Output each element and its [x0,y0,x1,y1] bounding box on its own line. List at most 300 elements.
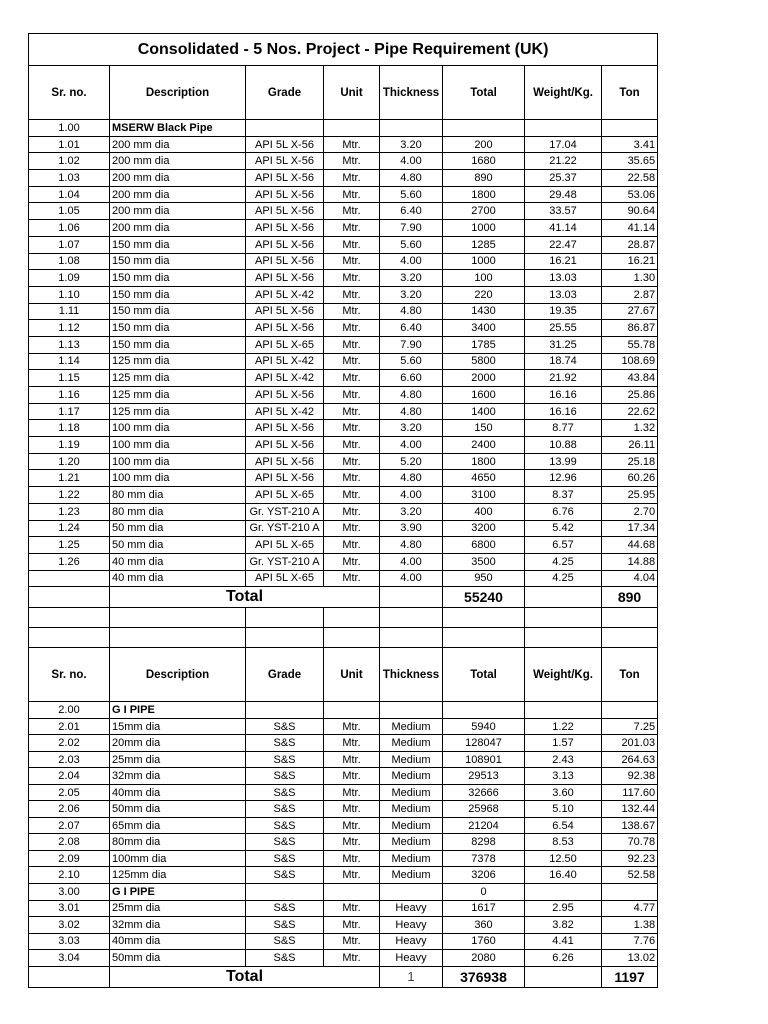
total-label: Total [110,587,380,608]
table-cell: 1.14 [29,353,110,370]
empty-cell [602,883,658,900]
table-row [29,751,658,768]
table-cell: 1000 [443,220,525,237]
table-row [29,203,658,220]
table-cell: 2.01 [29,718,110,735]
table-cell: Mtr. [324,933,380,950]
table-cell: 6.57 [525,537,602,554]
table-cell: 125 mm dia [110,403,246,420]
table-cell: 100 mm dia [110,437,246,454]
table-cell: 3400 [443,320,525,337]
table-cell: Mtr. [324,270,380,287]
table-cell: 200 mm dia [110,220,246,237]
table-cell: 3100 [443,487,525,504]
table-cell: Mtr. [324,370,380,387]
table-cell: 100 mm dia [110,453,246,470]
empty-cell [525,587,602,608]
table-cell: 950 [443,570,525,587]
table-cell: 8298 [443,834,525,851]
table-cell: 16.40 [525,867,602,884]
empty-cell [525,628,602,648]
table-row [29,553,658,570]
table-cell: 200 [443,136,525,153]
table-cell: 200 mm dia [110,170,246,187]
table-cell [29,570,110,587]
table-cell: 132.44 [602,801,658,818]
table-cell: 5.60 [380,186,443,203]
table-cell: API 5L X-65 [246,570,324,587]
table-cell: API 5L X-42 [246,403,324,420]
table-cell: 1680 [443,153,525,170]
table-cell: 1.15 [29,370,110,387]
table-row [29,336,658,353]
column-header: Sr. no. [29,648,110,702]
section-header-row [29,120,658,137]
table-cell: 25mm dia [110,900,246,917]
table-cell: 6.60 [380,370,443,387]
table-cell: 125 mm dia [110,370,246,387]
table-cell: 3.03 [29,933,110,950]
empty-cell [324,628,380,648]
table-row [29,387,658,404]
empty-cell [29,608,110,628]
table-cell: Mtr. [324,718,380,735]
empty-cell [602,120,658,137]
table-cell: Mtr. [324,286,380,303]
table-cell: 4.00 [380,553,443,570]
table-cell: 2.04 [29,768,110,785]
table-cell: 1.11 [29,303,110,320]
table-cell: 3500 [443,553,525,570]
table-cell: 1800 [443,453,525,470]
table-row [29,867,658,884]
table-cell: 2080 [443,950,525,967]
table-row [29,520,658,537]
table-cell: 200 mm dia [110,203,246,220]
table-cell: S&S [246,768,324,785]
empty-cell [324,608,380,628]
table-row [29,768,658,785]
table-cell: 31.25 [525,336,602,353]
table-cell: 3.02 [29,917,110,934]
table-cell: Mtr. [324,220,380,237]
table-cell: 3200 [443,520,525,537]
table-cell: 5940 [443,718,525,735]
table-cell: 6.76 [525,503,602,520]
table-cell: Mtr. [324,817,380,834]
table-cell: Medium [380,718,443,735]
table-cell: 3.60 [525,784,602,801]
table-cell: Mtr. [324,336,380,353]
table-cell: 16.16 [525,387,602,404]
table-cell: 4.80 [380,403,443,420]
pipe-requirement-table [28,33,658,988]
table-row [29,784,658,801]
table-cell: 5.10 [525,801,602,818]
table-cell: 25.37 [525,170,602,187]
table-cell: 40mm dia [110,784,246,801]
table-cell: 53.06 [602,186,658,203]
empty-cell [29,587,110,608]
section-label: G I PIPE [110,883,246,900]
table-cell: 5800 [443,353,525,370]
table-cell: 32mm dia [110,917,246,934]
table-cell: 17.04 [525,136,602,153]
table-cell: API 5L X-56 [246,437,324,454]
table-cell: 4.77 [602,900,658,917]
table-cell: 150 mm dia [110,236,246,253]
table-cell: API 5L X-56 [246,170,324,187]
table-cell: 21.92 [525,370,602,387]
table-cell: 55.78 [602,336,658,353]
table-cell: Mtr. [324,900,380,917]
table-cell: 4.00 [380,487,443,504]
table-cell: API 5L X-56 [246,320,324,337]
table-cell: 4.00 [380,153,443,170]
table-cell: S&S [246,850,324,867]
table-cell: API 5L X-56 [246,153,324,170]
table-cell: Mtr. [324,735,380,752]
table-cell: 200 mm dia [110,136,246,153]
table-row [29,253,658,270]
empty-cell [380,883,443,900]
empty-cell [110,628,246,648]
table-cell: 1.32 [602,420,658,437]
table-cell: Mtr. [324,353,380,370]
table-cell: 1.16 [29,387,110,404]
table-cell: 70.78 [602,834,658,851]
table-cell: Mtr. [324,751,380,768]
table-row [29,817,658,834]
table-cell: S&S [246,735,324,752]
table-cell: 16.16 [525,403,602,420]
table-cell: 43.84 [602,370,658,387]
table-cell: API 5L X-56 [246,453,324,470]
table-cell: 200 mm dia [110,153,246,170]
empty-cell [246,883,324,900]
table-cell: 1.22 [29,487,110,504]
table-cell: Medium [380,735,443,752]
column-header: Sr. no. [29,66,110,120]
table-cell: 1785 [443,336,525,353]
table-cell: API 5L X-56 [246,303,324,320]
table-cell: Medium [380,834,443,851]
table-cell: 1600 [443,387,525,404]
table-cell: 1.13 [29,336,110,353]
table-cell: 5.60 [380,353,443,370]
table-row [29,735,658,752]
column-header: Total [443,66,525,120]
table-cell: 150 mm dia [110,253,246,270]
empty-cell [602,608,658,628]
table-cell: 4.00 [380,570,443,587]
table-cell: 7.90 [380,220,443,237]
table-cell: Mtr. [324,236,380,253]
table-cell: 1.20 [29,453,110,470]
empty-cell [525,883,602,900]
table-cell: 35.65 [602,153,658,170]
table-cell: S&S [246,950,324,967]
table-cell: 28.87 [602,236,658,253]
table-cell: 13.03 [525,270,602,287]
table-cell: API 5L X-56 [246,270,324,287]
table-cell: 2.70 [602,503,658,520]
section-label: G I PIPE [110,702,246,719]
table-row [29,900,658,917]
table-cell: 100 mm dia [110,470,246,487]
table-cell: 150 [443,420,525,437]
table-cell: 1.57 [525,735,602,752]
table-cell: 2400 [443,437,525,454]
table-cell: 4.41 [525,933,602,950]
table-cell: 50mm dia [110,950,246,967]
total-quantity: 55240 [443,587,525,608]
table-cell: Mtr. [324,203,380,220]
table-cell: Mtr. [324,834,380,851]
table-cell: 16.21 [525,253,602,270]
table-cell: Mtr. [324,553,380,570]
table-cell: 2.03 [29,751,110,768]
table-cell: 1.30 [602,270,658,287]
table-cell: 3.82 [525,917,602,934]
table-cell: 3.20 [380,270,443,287]
table-cell: Medium [380,784,443,801]
table-cell: 1.17 [29,403,110,420]
section-number: 3.00 [29,883,110,900]
table-row [29,370,658,387]
table-cell: 12.50 [525,850,602,867]
table-cell: 4.00 [380,437,443,454]
table-row [29,470,658,487]
table-cell: 5.42 [525,520,602,537]
table-cell: 100mm dia [110,850,246,867]
total-quantity: 376938 [443,966,525,987]
table-cell: 50mm dia [110,801,246,818]
table-cell: 3206 [443,867,525,884]
table-cell: 2700 [443,203,525,220]
table-cell: 1.04 [29,186,110,203]
table-cell: 8.53 [525,834,602,851]
column-header: Description [110,648,246,702]
table-cell: 1.25 [29,537,110,554]
empty-cell [29,628,110,648]
table-cell: 2.05 [29,784,110,801]
table-row [29,270,658,287]
table-cell: 92.38 [602,768,658,785]
table-cell: 10.88 [525,437,602,454]
table-row [29,801,658,818]
table-cell: 890 [443,170,525,187]
table-cell: 40 mm dia [110,570,246,587]
table-cell: 32mm dia [110,768,246,785]
empty-cell [246,608,324,628]
table-cell: Mtr. [324,768,380,785]
table-row [29,834,658,851]
table-cell: 220 [443,286,525,303]
column-header: Grade [246,66,324,120]
empty-cell [380,120,443,137]
table-cell: 50 mm dia [110,520,246,537]
table-cell: 19.35 [525,303,602,320]
empty-cell [246,628,324,648]
table-cell: Mtr. [324,253,380,270]
table-cell: Mtr. [324,453,380,470]
table-cell: 80 mm dia [110,503,246,520]
table-cell: 100 [443,270,525,287]
table-cell: 25.55 [525,320,602,337]
table-cell: 117.60 [602,784,658,801]
table-cell: 4.00 [380,253,443,270]
total-ton: 890 [602,587,658,608]
table-cell: 1.08 [29,253,110,270]
table-row [29,236,658,253]
empty-cell [525,120,602,137]
table-cell: 4.80 [380,170,443,187]
table-cell: 41.14 [525,220,602,237]
table-cell: Mtr. [324,437,380,454]
section-total: 0 [443,883,525,900]
table-cell: Mtr. [324,570,380,587]
table-cell: 6.40 [380,320,443,337]
table-cell: 29513 [443,768,525,785]
table-cell: 13.03 [525,286,602,303]
table-cell: 128047 [443,735,525,752]
table-cell: 29.48 [525,186,602,203]
table-cell: 150 mm dia [110,336,246,353]
table-cell: 25mm dia [110,751,246,768]
empty-cell [602,702,658,719]
table-cell: 1.02 [29,153,110,170]
table-cell: API 5L X-56 [246,387,324,404]
table-cell: 2.95 [525,900,602,917]
table-cell: 3.13 [525,768,602,785]
table-cell: API 5L X-56 [246,470,324,487]
table-cell: 6800 [443,537,525,554]
table-cell: 138.67 [602,817,658,834]
table-row [29,303,658,320]
table-cell: Mtr. [324,403,380,420]
column-header-row [29,66,658,120]
column-header: Thickness [380,648,443,702]
table-cell: 26.11 [602,437,658,454]
page-number: 1 [380,966,443,987]
table-cell: 1.10 [29,286,110,303]
table-cell: Medium [380,817,443,834]
section-number: 1.00 [29,120,110,137]
table-cell: 3.20 [380,420,443,437]
table-cell: 2.08 [29,834,110,851]
table-cell: Mtr. [324,420,380,437]
table-cell: Medium [380,850,443,867]
table-row [29,718,658,735]
table-cell: 40 mm dia [110,553,246,570]
table-cell: 3.01 [29,900,110,917]
table-cell: 125 mm dia [110,353,246,370]
table-cell: S&S [246,784,324,801]
table-cell: 100 mm dia [110,420,246,437]
table-cell: S&S [246,900,324,917]
empty-cell [246,120,324,137]
table-cell: 3.20 [380,503,443,520]
table-row [29,570,658,587]
table-cell: 65mm dia [110,817,246,834]
table-cell: 5.60 [380,236,443,253]
table-row [29,420,658,437]
table-cell: 8.37 [525,487,602,504]
empty-cell [443,120,525,137]
table-cell: Mtr. [324,784,380,801]
empty-cell [380,628,443,648]
table-row [29,286,658,303]
table-cell: Mtr. [324,867,380,884]
table-cell: 22.58 [602,170,658,187]
table-cell: 1000 [443,253,525,270]
table-cell: Mtr. [324,320,380,337]
table-cell: 1.22 [525,718,602,735]
table-cell: 25.95 [602,487,658,504]
table-row [29,220,658,237]
table-cell: Mtr. [324,136,380,153]
column-header-row [29,648,658,702]
table-cell: Mtr. [324,520,380,537]
table-row [29,437,658,454]
table-cell: Gr. YST-210 A [246,520,324,537]
table-cell: Medium [380,768,443,785]
table-cell: 4.80 [380,537,443,554]
table-cell: Mtr. [324,387,380,404]
table-cell: 92.23 [602,850,658,867]
table-cell: 6.26 [525,950,602,967]
table-cell: 14.88 [602,553,658,570]
table-cell: 150 mm dia [110,286,246,303]
column-header: Ton [602,66,658,120]
table-cell: 52.58 [602,867,658,884]
table-cell: 1.18 [29,420,110,437]
table-cell: S&S [246,801,324,818]
table-cell: 8.77 [525,420,602,437]
table-cell: 27.67 [602,303,658,320]
table-cell: 1.19 [29,437,110,454]
table-cell: 6.54 [525,817,602,834]
table-cell: 1800 [443,186,525,203]
table-row [29,353,658,370]
table-row [29,453,658,470]
table-cell: Heavy [380,900,443,917]
table-cell: 1760 [443,933,525,950]
empty-cell [602,628,658,648]
table-title: Consolidated - 5 Nos. Project - Pipe Requirement (UK) [29,34,658,66]
column-header: Ton [602,648,658,702]
table-cell: Mtr. [324,801,380,818]
table-cell: 32666 [443,784,525,801]
section-header-row [29,883,658,900]
table-cell: 400 [443,503,525,520]
table-cell: 86.87 [602,320,658,337]
table-cell: 1.09 [29,270,110,287]
table-cell: 125mm dia [110,867,246,884]
table-cell: Mtr. [324,170,380,187]
table-cell: API 5L X-42 [246,286,324,303]
table-row [29,850,658,867]
table-cell: Gr. YST-210 A [246,503,324,520]
column-header: Weight/Kg. [525,66,602,120]
table-cell: 21.22 [525,153,602,170]
table-cell: Mtr. [324,470,380,487]
table-cell: S&S [246,834,324,851]
table-row [29,186,658,203]
empty-cell [324,883,380,900]
table-cell: Mtr. [324,950,380,967]
